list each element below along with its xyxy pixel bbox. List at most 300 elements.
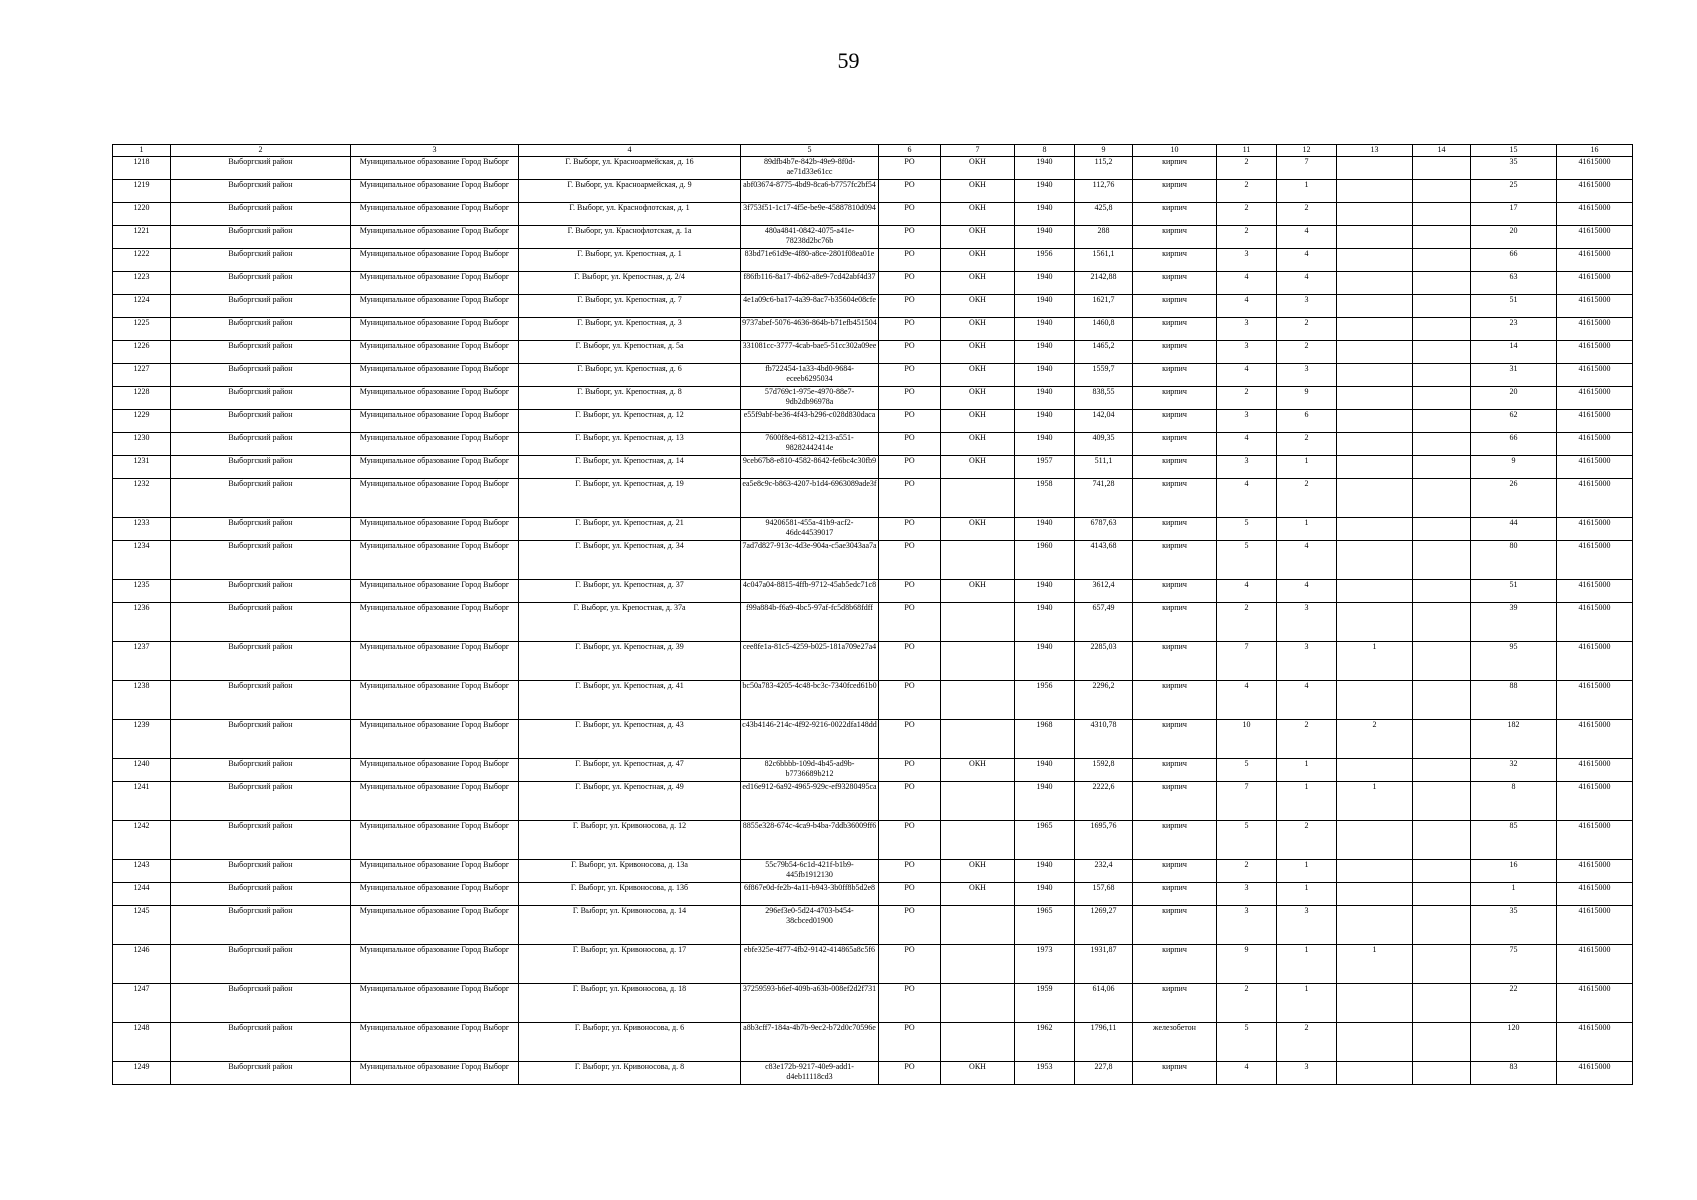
table-cell-col-5 [741,203,879,226]
table-cell-col-2 [171,456,351,479]
cell-text: РО [904,226,915,235]
table-cell-col-8 [1015,642,1075,681]
table-cell-col-12 [1277,456,1337,479]
cell-text: bc50a783-4205-4c48-bc3c-7340fced61b0 [742,681,877,690]
cell-text: 1931,87 [1090,945,1117,954]
table-cell-col-2 [171,945,351,984]
table-cell-col-4 [519,518,741,541]
table-cell-col-8 [1015,341,1075,364]
cell-text: 1231 [133,456,150,465]
cell-text: ОКН [969,456,986,465]
cell-text: 1269,27 [1090,906,1117,915]
table-cell-col-2 [171,364,351,387]
table-cell-col-10 [1133,681,1217,720]
table-cell-col-12 [1277,479,1337,518]
table-cell-col-9 [1075,157,1133,180]
cell-text: 41615000 [1578,642,1611,651]
column-header-7: 7 [941,145,1015,157]
table-cell-col-1 [113,759,171,782]
cell-text: Муниципальное образование Город Выборг [359,580,510,589]
cell-text: 41615000 [1578,341,1611,350]
cell-text: РО [904,681,915,690]
table-cell-col-9 [1075,410,1133,433]
table-row [113,906,1633,945]
table-row [113,410,1633,433]
table-cell-col-2 [171,295,351,318]
cell-text: Г. Выборг, ул. Крепостная, д. 39 [575,642,684,651]
table-cell-col-1 [113,318,171,341]
table-cell-col-10 [1133,821,1217,860]
cell-text: 1 [1304,456,1309,465]
table-cell-col-9 [1075,249,1133,272]
cell-text: Муниципальное образование Город Выборг [359,1062,510,1071]
cell-text: 1559,7 [1092,364,1115,373]
cell-text: 1956 [1036,249,1053,258]
cell-text: 23 [1509,318,1518,327]
column-header-11: 11 [1217,145,1277,157]
table-cell-col-14 [1413,157,1471,180]
table-cell-col-12 [1277,580,1337,603]
table-cell-col-5 [741,456,879,479]
cell-text: РО [904,518,915,527]
column-header-13: 13 [1337,145,1413,157]
table-cell-col-15 [1471,180,1557,203]
cell-text: 7 [1304,157,1309,166]
cell-text: a8b3cff7-184a-4b7b-9ec2-b72d0c70596e [743,1023,876,1032]
table-cell-col-1 [113,410,171,433]
cell-text: Г. Выборг, ул. Крепостная, д. 8 [577,387,682,396]
cell-text: кирпич [1162,180,1187,189]
table-cell-col-7 [941,203,1015,226]
cell-text: 1 [1304,782,1309,791]
table-cell-col-8 [1015,1062,1075,1085]
table-cell-col-9 [1075,518,1133,541]
table-cell-col-9 [1075,782,1133,821]
table-cell-col-8 [1015,580,1075,603]
table-cell-col-13 [1337,518,1413,541]
cell-text: 3 [1304,603,1309,612]
table-row [113,295,1633,318]
table-cell-col-11 [1217,479,1277,518]
table-cell-col-2 [171,681,351,720]
cell-text: Муниципальное образование Город Выборг [359,203,510,212]
column-header-1: 1 [113,145,171,157]
cell-text: 31 [1509,364,1518,373]
cell-text: Выборгский район [228,642,293,651]
table-cell-col-2 [171,203,351,226]
cell-text: кирпич [1162,295,1187,304]
cell-text: 2 [1244,203,1249,212]
cell-text: Г. Выборг, ул. Крепостная, д. 49 [575,782,684,791]
cell-text: 4 [1244,364,1249,373]
cell-text: Выборгский район [228,541,293,550]
table-cell-col-14 [1413,364,1471,387]
cell-text: Муниципальное образование Город Выборг [359,518,510,527]
cell-text: кирпич [1162,341,1187,350]
cell-text: 1 [1511,883,1516,892]
cell-text: кирпич [1162,821,1187,830]
table-cell-col-11 [1217,387,1277,410]
table-cell-col-14 [1413,410,1471,433]
table-cell-col-2 [171,226,351,249]
table-cell-col-10 [1133,410,1217,433]
table-row [113,249,1633,272]
table-row [113,272,1633,295]
table-cell-col-10 [1133,906,1217,945]
table-cell-col-8 [1015,906,1075,945]
table-cell-col-16 [1557,456,1633,479]
table-cell-col-1 [113,203,171,226]
cell-text: Г. Выборг, ул. Кривоносова, д. 14 [572,906,687,915]
cell-text: кирпич [1162,318,1187,327]
cell-text: железобетон [1153,1023,1196,1032]
cell-text: кирпич [1162,203,1187,212]
cell-text: 1940 [1036,883,1053,892]
table-cell-col-1 [113,883,171,906]
table-cell-col-13 [1337,456,1413,479]
cell-text: Выборгский район [228,479,293,488]
cell-text: 94206581-455a-41b9-acf2-46dc44539017 [765,518,854,537]
cell-text: Муниципальное образование Город Выборг [359,318,510,327]
table-cell-col-7 [941,906,1015,945]
table-cell-col-14 [1413,541,1471,580]
table-cell-col-7 [941,759,1015,782]
cell-text: 331081cc-3777-4cab-bae5-51cc302a09ee [742,341,877,350]
table-cell-col-13 [1337,249,1413,272]
cell-text: 2 [1304,433,1309,442]
table-row [113,603,1633,642]
cell-text: c83e172b-9217-40e9-add1-d4eb11118cd3 [765,1062,854,1081]
cell-text: РО [904,410,915,419]
cell-text: 22 [1509,984,1518,993]
cell-text: Г. Выборг, ул. Крепостная, д. 21 [575,518,684,527]
table-cell-col-10 [1133,1062,1217,1085]
cell-text: Выборгский район [228,821,293,830]
column-header-10: 10 [1133,145,1217,157]
table-cell-col-5 [741,479,879,518]
table-cell-col-4 [519,180,741,203]
cell-text: 35 [1509,906,1518,915]
table-cell-col-13 [1337,341,1413,364]
cell-text: ebfe325e-4f77-4fb2-9142-414865a8c5f6 [743,945,876,954]
table-cell-col-14 [1413,906,1471,945]
table-cell-col-9 [1075,681,1133,720]
cell-text: 1218 [133,157,150,166]
table-cell-col-12 [1277,906,1337,945]
table-cell-col-4 [519,1062,741,1085]
cell-text: 657,49 [1092,603,1115,612]
table-cell-col-4 [519,410,741,433]
table-cell-col-6 [879,479,941,518]
cell-text: кирпич [1162,642,1187,651]
table-cell-col-9 [1075,821,1133,860]
cell-text: 1940 [1036,226,1053,235]
cell-text: 1248 [133,1023,150,1032]
cell-text: Г. Выборг, ул. Крепостная, д. 43 [575,720,684,729]
table-cell-col-5 [741,410,879,433]
table-cell-col-15 [1471,642,1557,681]
table-cell-col-7 [941,410,1015,433]
cell-text: 16 [1509,860,1518,869]
cell-text: 41615000 [1578,433,1611,442]
table-row [113,364,1633,387]
table-cell-col-13 [1337,860,1413,883]
cell-text: ОКН [969,341,986,350]
table-cell-col-13 [1337,272,1413,295]
table-cell-col-9 [1075,456,1133,479]
cell-text: Выборгский район [228,906,293,915]
table-cell-col-1 [113,860,171,883]
cell-text: Муниципальное образование Город Выборг [359,433,510,442]
table-cell-col-9 [1075,272,1133,295]
table-cell-col-12 [1277,860,1337,883]
cell-text: 182 [1507,720,1520,729]
cell-text: кирпич [1162,479,1187,488]
table-cell-col-10 [1133,387,1217,410]
cell-text: 1220 [133,203,150,212]
table-header [113,145,1633,157]
table-cell-col-4 [519,157,741,180]
table-cell-col-6 [879,249,941,272]
cell-text: 4 [1304,226,1309,235]
cell-text: 2 [1304,821,1309,830]
table-cell-col-13 [1337,984,1413,1023]
table-cell-col-3 [351,433,519,456]
cell-text: ОКН [969,580,986,589]
table-cell-col-5 [741,681,879,720]
cell-text: 8855e328-674c-4ca9-b4ba-7ddb36009ff6 [742,821,877,830]
cell-text: 511,1 [1094,456,1113,465]
table-cell-col-1 [113,945,171,984]
table-cell-col-6 [879,984,941,1023]
cell-text: 1940 [1036,433,1053,442]
cell-text: 9ceb67b8-e810-4582-8642-fe6bc4c30fb9 [742,456,877,465]
table-cell-col-11 [1217,945,1277,984]
cell-text: 1940 [1036,860,1053,869]
table-cell-col-3 [351,782,519,821]
cell-text: 1222 [133,249,150,258]
table-cell-col-2 [171,341,351,364]
cell-text: 7 [1244,782,1249,791]
table-cell-col-6 [879,341,941,364]
cell-text: Г. Выборг, ул. Крепостная, д. 41 [575,681,684,690]
cell-text: ОКН [969,1062,986,1071]
cell-text: 1 [1372,782,1377,791]
column-header-12: 12 [1277,145,1337,157]
table-cell-col-4 [519,249,741,272]
cell-text: 39 [1509,603,1518,612]
cell-text: кирпич [1162,433,1187,442]
table-cell-col-12 [1277,945,1337,984]
cell-text: 37259593-b6ef-409b-a63b-008ef2d2f731 [742,984,877,993]
cell-text: РО [904,479,915,488]
table-cell-col-7 [941,681,1015,720]
table-cell-col-3 [351,203,519,226]
cell-text: 1592,8 [1092,759,1115,768]
table-cell-col-8 [1015,203,1075,226]
table-cell-col-15 [1471,720,1557,759]
cell-text: Выборгский район [228,603,293,612]
table-cell-col-3 [351,541,519,580]
cell-text: Выборгский район [228,681,293,690]
cell-text: 3 [1244,318,1249,327]
cell-text: 1940 [1036,203,1053,212]
cell-text: 83bd71e61d9e-4f80-a8ce-2801f08ea01e [744,249,875,258]
table-cell-col-5 [741,906,879,945]
table-cell-col-13 [1337,541,1413,580]
cell-text: Выборгский район [228,157,293,166]
table-cell-col-2 [171,249,351,272]
cell-text: Выборгский район [228,759,293,768]
cell-text: ОКН [969,387,986,396]
cell-text: ОКН [969,203,986,212]
cell-text: 2296,2 [1092,681,1115,690]
cell-text: Муниципальное образование Город Выборг [359,883,510,892]
table-cell-col-15 [1471,410,1557,433]
cell-text: 1561,1 [1092,249,1115,258]
cell-text: 3 [1244,249,1249,258]
table-cell-col-7 [941,945,1015,984]
cell-text: 41615000 [1578,272,1611,281]
cell-text: 1 [1304,759,1309,768]
table-cell-col-1 [113,518,171,541]
cell-text: 4 [1304,541,1309,550]
cell-text: 3 [1304,295,1309,304]
table-cell-col-2 [171,984,351,1023]
table-cell-col-9 [1075,541,1133,580]
cell-text: Г. Выборг, ул. Крепостная, д. 47 [575,759,684,768]
cell-text: 41615000 [1578,203,1611,212]
column-header-14: 14 [1413,145,1471,157]
cell-text: f99a884b-f6a9-4bc5-97af-fc5d8b68fdff [746,603,873,612]
cell-text: РО [904,782,915,791]
cell-text: Выборгский район [228,272,293,281]
table-cell-col-3 [351,1023,519,1062]
table-cell-col-6 [879,180,941,203]
table-cell-col-2 [171,157,351,180]
cell-text: 4143,68 [1090,541,1117,550]
table-cell-col-9 [1075,720,1133,759]
table-cell-col-16 [1557,1023,1633,1062]
table-cell-col-3 [351,984,519,1023]
cell-text: 25 [1509,180,1518,189]
table-cell-col-14 [1413,341,1471,364]
table-cell-col-11 [1217,180,1277,203]
cell-text: Г. Выборг, ул. Крепостная, д. 34 [575,541,684,550]
page-number: 59 [837,48,860,73]
cell-text: 3612,4 [1092,580,1115,589]
table-cell-col-12 [1277,603,1337,642]
cell-text: ОКН [969,272,986,281]
table-cell-col-9 [1075,295,1133,318]
cell-text: кирпич [1162,456,1187,465]
table-cell-col-3 [351,341,519,364]
cell-text: 157,68 [1092,883,1115,892]
table-row [113,821,1633,860]
table-cell-col-13 [1337,203,1413,226]
cell-text: 1940 [1036,759,1053,768]
table-cell-col-2 [171,272,351,295]
cell-text: кирпич [1162,410,1187,419]
cell-text: Муниципальное образование Город Выборг [359,759,510,768]
cell-text: 41615000 [1578,984,1611,993]
cell-text: 41615000 [1578,410,1611,419]
table-cell-col-1 [113,433,171,456]
table-cell-col-13 [1337,295,1413,318]
cell-text: 5 [1244,1023,1249,1032]
cell-text: 4 [1244,1062,1249,1071]
cell-text: 41615000 [1578,821,1611,830]
table-row [113,1062,1633,1085]
cell-text: Выборгский район [228,1062,293,1071]
cell-text: 1973 [1036,945,1053,954]
cell-text: 838,55 [1092,387,1115,396]
cell-text: 2 [1304,720,1309,729]
table-cell-col-11 [1217,984,1277,1023]
cell-text: Выборгский район [228,984,293,993]
cell-text: 6 [1304,410,1309,419]
table-cell-col-5 [741,226,879,249]
cell-text: 1796,11 [1090,1023,1117,1032]
cell-text: 1956 [1036,681,1053,690]
table-cell-col-7 [941,226,1015,249]
table-row [113,203,1633,226]
cell-text: 1957 [1036,456,1053,465]
cell-text: Выборгский район [228,203,293,212]
table-cell-col-5 [741,984,879,1023]
table-cell-col-3 [351,642,519,681]
cell-text: 1234 [133,541,150,550]
table-cell-col-1 [113,642,171,681]
table-cell-col-13 [1337,226,1413,249]
cell-text: Муниципальное образование Город Выборг [359,295,510,304]
cell-text: Муниципальное образование Город Выборг [359,603,510,612]
table-cell-col-3 [351,226,519,249]
table-cell-col-5 [741,860,879,883]
table-cell-col-12 [1277,681,1337,720]
table-cell-col-7 [941,782,1015,821]
table-cell-col-14 [1413,945,1471,984]
cell-text: fb722454-1a33-4bd0-9684-eceeb6295034 [765,364,854,383]
cell-text: 120 [1507,1023,1520,1032]
cell-text: 51 [1509,580,1518,589]
table-cell-col-11 [1217,318,1277,341]
table-row [113,318,1633,341]
table-cell-col-15 [1471,759,1557,782]
table-cell-col-16 [1557,1062,1633,1085]
cell-text: РО [904,249,915,258]
table-row [113,681,1633,720]
table-cell-col-7 [941,157,1015,180]
column-header-4: 4 [519,145,741,157]
table-cell-col-15 [1471,984,1557,1023]
table-cell-col-3 [351,883,519,906]
cell-text: Выборгский район [228,410,293,419]
cell-text: 62 [1509,410,1518,419]
table-cell-col-6 [879,883,941,906]
table-cell-col-6 [879,295,941,318]
table-cell-col-11 [1217,456,1277,479]
table-cell-col-15 [1471,479,1557,518]
cell-text: 75 [1509,945,1518,954]
table-cell-col-2 [171,387,351,410]
cell-text: 1237 [133,642,150,651]
cell-text: Г. Выборг, ул. Крепостная, д. 5а [575,341,684,350]
table-cell-col-1 [113,821,171,860]
table-cell-col-9 [1075,341,1133,364]
table-cell-col-16 [1557,341,1633,364]
table-cell-col-10 [1133,272,1217,295]
